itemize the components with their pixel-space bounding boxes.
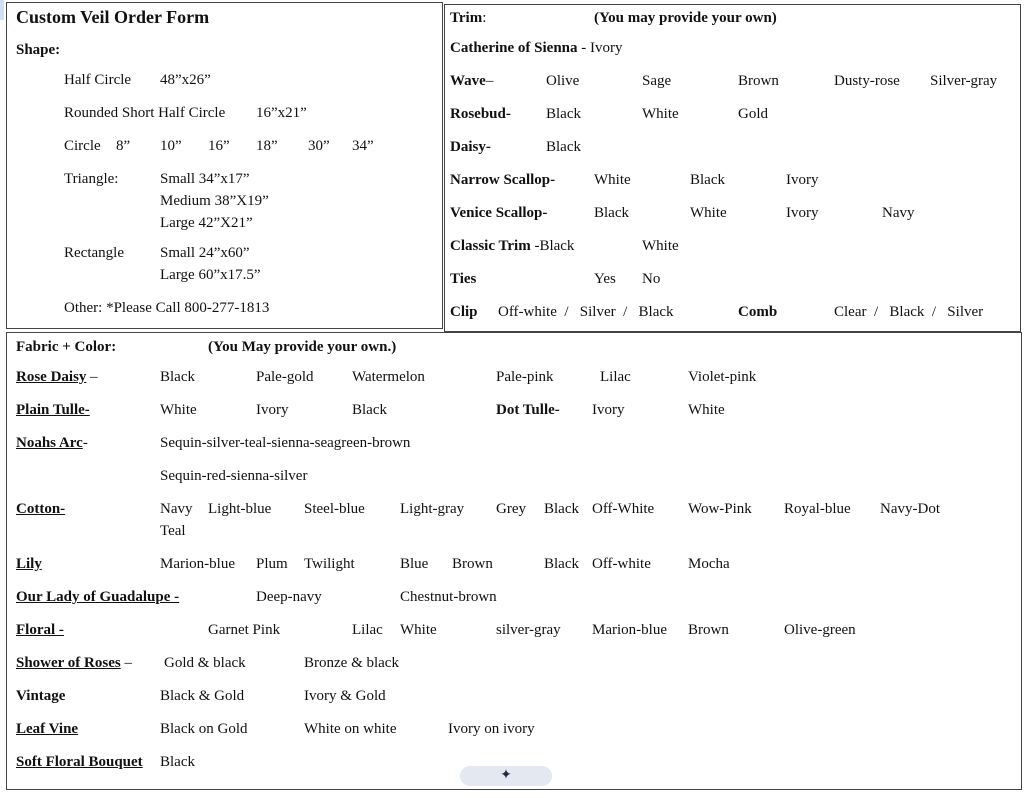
trim-venice-color: White (690, 205, 727, 221)
fabric-cotton-color: Navy (160, 501, 193, 517)
fabric-lily-color: Twilight (304, 556, 355, 572)
fabric-dot-tulle-label: Dot Tulle- (496, 402, 560, 418)
fabric-floral-color: Lilac (352, 622, 383, 638)
fabric-lily-color: Plum (256, 556, 288, 572)
fabric-rose-daisy-color: Watermelon (352, 369, 425, 385)
shape-circle-label: Circle (64, 138, 101, 154)
fabric-rose-daisy-color: Black (160, 369, 195, 385)
trim-comb-options: Clear / Black / Silver (834, 304, 984, 320)
fabric-floral-color: Brown (688, 622, 729, 638)
shape-circle-size: 10” (160, 138, 182, 154)
fabric-floral-color: Marion-blue (592, 622, 667, 638)
trim-heading-label: Trim (450, 10, 483, 26)
trim-heading (450, 9, 486, 27)
fabric-rose-daisy-color: Lilac (600, 369, 631, 385)
trim-classic-color: White (642, 238, 679, 254)
trim-venice-color: Ivory (786, 205, 819, 221)
shape-rectangle-size: Small 24”x60” (160, 245, 250, 261)
trim-rosebud-color: Black (546, 106, 581, 122)
trim-ties-label: Ties (450, 271, 477, 287)
trim-wave-color: Brown (738, 73, 779, 89)
fabric-rose-daisy-label: Rose Daisy (16, 369, 87, 385)
fabric-rose-daisy-color: Pale-gold (256, 369, 314, 385)
trim-wave-color: Sage (642, 73, 672, 89)
shape-triangle-size: Medium 38”X19” (160, 193, 269, 209)
fabric-rose-daisy-color: Pale-pink (496, 369, 554, 385)
trim-wave-color: Olive (546, 73, 580, 89)
fabric-rose-daisy (16, 368, 98, 386)
shape-rounded-label: Rounded Short Half Circle (64, 105, 226, 121)
shape-triangle-size: Small 34”x17” (160, 171, 250, 187)
trim-wave-color: Silver-gray (930, 73, 998, 89)
trim-venice-label: Venice Scallop- (450, 205, 548, 221)
fabric-dot-tulle-color: Ivory (592, 402, 625, 418)
fabric-dot-tulle-color: White (688, 402, 725, 418)
fabric-guadalupe-label: Our Lady of Guadalupe - (16, 589, 180, 605)
trim-rosebud-color: Gold (738, 106, 768, 122)
fabric-leaf-vine-color: Ivory on ivory (448, 721, 535, 737)
fabric-plain-tulle-label: Plain Tulle- (16, 402, 90, 418)
fabric-shower (16, 654, 132, 672)
fabric-cotton-color: Royal-blue (784, 501, 851, 517)
trim-classic-label: Classic Trim (450, 238, 531, 254)
trim-wave (450, 72, 493, 90)
fabric-lily-label: Lily (16, 556, 42, 572)
trim-venice-color: Black (594, 205, 629, 221)
fabric-noahs-arc (16, 434, 88, 452)
fabric-cotton-color: Steel-blue (304, 501, 365, 517)
shape-triangle-label: Triangle: (64, 171, 119, 187)
fabric-noahs-arc-color: Sequin-silver-teal-sienna-seagreen-brown (160, 435, 411, 451)
trim-wave-dash: – (485, 73, 494, 89)
fabric-guadalupe-color: Chestnut-brown (400, 589, 497, 605)
fabric-floral-color: silver-gray (496, 622, 561, 638)
trim-catherine-color: - Ivory (577, 40, 623, 56)
fabric-cotton-color: Light-gray (400, 501, 465, 517)
fabric-cotton-color: Teal (160, 523, 186, 539)
fabric-cotton-color: Navy-Dot (880, 501, 940, 517)
fabric-lily-color: Mocha (688, 556, 730, 572)
fabric-floral-color: Olive-green (784, 622, 856, 638)
trim-rosebud-color: White (642, 106, 679, 122)
fabric-lily-color: Off-white (592, 556, 651, 572)
fabric-noahs-arc-label: Noahs Arc (16, 435, 83, 451)
trim-rosebud-label: Rosebud- (450, 106, 511, 122)
fabric-guadalupe-color: Deep-navy (256, 589, 322, 605)
page-title: Custom Veil Order Form (16, 7, 210, 27)
shape-circle-size: 34” (352, 138, 374, 154)
selection-marker (0, 0, 4, 20)
trim-narrow-color: Black (690, 172, 725, 188)
trim-wave-label: Wave (450, 73, 486, 89)
trim-classic (450, 237, 574, 255)
fabric-heading: Fabric + Color: (16, 339, 117, 355)
fabric-lily-color: Marion-blue (160, 556, 235, 572)
trim-narrow-label: Narrow Scallop- (450, 172, 556, 188)
fabric-lily-color: Black (544, 556, 579, 572)
trim-catherine-label: Catherine of Sienna (450, 40, 578, 56)
fabric-plain-tulle-color: Black (352, 402, 387, 418)
fabric-shower-dash: – (120, 655, 132, 671)
fabric-shower-color: Gold & black (164, 655, 246, 671)
fabric-leaf-vine-label: Leaf Vine (16, 721, 79, 737)
shape-other: Other: *Please Call 800-277-1813 (64, 300, 270, 316)
trim-heading-colon: : (482, 10, 487, 26)
shape-rounded-size: 16”x21” (256, 105, 307, 121)
fabric-cotton-label: Cotton- (16, 501, 66, 517)
trim-clip-label: Clip (450, 304, 478, 320)
shape-circle-size: 8” (116, 138, 131, 154)
trim-comb-label: Comb (738, 304, 778, 320)
shape-half-circle-size: 48”x26” (160, 72, 211, 88)
fabric-vintage-color: Ivory & Gold (304, 688, 386, 704)
fabric-plain-tulle-color: White (160, 402, 197, 418)
trim-clip-options: Off-white / Silver / Black (498, 304, 674, 320)
fabric-cotton-color: Off-White (592, 501, 655, 517)
shape-rectangle-size: Large 60”x17.5” (160, 267, 261, 283)
fabric-floral-color: White (400, 622, 437, 638)
fabric-leaf-vine-color: Black on Gold (160, 721, 248, 737)
shape-heading: Shape: (16, 42, 61, 58)
trim-ties-option: No (642, 271, 661, 287)
fabric-vintage-label: Vintage (16, 688, 66, 704)
fabric-rose-daisy-dash: – (86, 369, 98, 385)
fabric-soft-floral-label: Soft Floral Bouquet (16, 754, 143, 770)
trim-narrow-color: White (594, 172, 631, 188)
shape-rectangle-label: Rectangle (64, 245, 124, 261)
trim-venice-color: Navy (882, 205, 915, 221)
trim-catherine (450, 39, 623, 57)
fabric-floral-color: Garnet Pink (208, 622, 281, 638)
fabric-lily-color: Blue (400, 556, 429, 572)
fabric-lily-color: Brown (452, 556, 493, 572)
fabric-rose-daisy-color: Violet-pink (688, 369, 757, 385)
fabric-shower-label: Shower of Roses (16, 655, 121, 671)
fabric-cotton-color: Black (544, 501, 579, 517)
trim-daisy-label: Daisy- (450, 139, 491, 155)
shape-half-circle-label: Half Circle (64, 72, 132, 88)
fabric-soft-floral-color: Black (160, 754, 195, 770)
fabric-note: (You May provide your own.) (208, 339, 397, 355)
fabric-cotton-color: Light-blue (208, 501, 272, 517)
fabric-noahs-arc-color: Sequin-red-sienna-silver (160, 468, 308, 484)
trim-narrow-color: Ivory (786, 172, 819, 188)
shape-triangle-size: Large 42”X21” (160, 215, 253, 231)
ai-assist-button[interactable] (460, 766, 552, 786)
trim-daisy-color: Black (546, 139, 581, 155)
fabric-cotton-color: Wow-Pink (688, 501, 752, 517)
shape-circle-size: 16” (208, 138, 230, 154)
fabric-floral-label: Floral - (16, 622, 64, 638)
fabric-cotton-color: Grey (496, 501, 526, 517)
shape-circle-size: 18” (256, 138, 278, 154)
sparkle-icon: ✦ (500, 768, 512, 783)
fabric-shower-color: Bronze & black (304, 655, 399, 671)
trim-note: (You may provide your own) (594, 10, 777, 26)
shape-circle-size: 30” (308, 138, 330, 154)
fabric-noahs-arc-dash: - (82, 435, 88, 451)
trim-classic-color: -Black (530, 238, 575, 254)
fabric-leaf-vine-color: White on white (304, 721, 397, 737)
trim-ties-option: Yes (594, 271, 616, 287)
trim-wave-color: Dusty-rose (834, 73, 900, 89)
fabric-vintage-color: Black & Gold (160, 688, 245, 704)
fabric-plain-tulle-color: Ivory (256, 402, 289, 418)
